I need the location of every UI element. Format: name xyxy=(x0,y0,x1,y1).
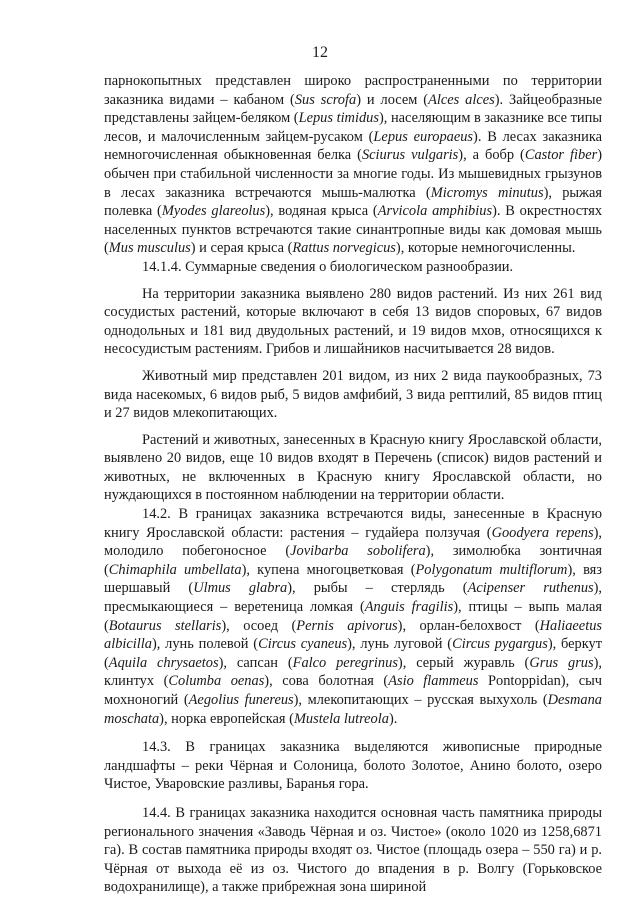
paragraph-mammals: парнокопытных представлен широко распространенными по территории заказника видами – кабаном (Sus scrofa) и лосем (Alces alces). Зайцеобразные представлены зайцем-беляком (Lepus timidus), населяющим в заказнике все типы лесов, и малочисленным зайцем-русаком (Lepus europaeus). В лесах заказника немногочисленная обыкновенная белка (Sciurus vulgaris), а бобр (Castor fiber) обычен при стабильной численности за многие годы. Из мышевидных грызунов в лесах заказника встречаются мышь-малютка (Micromys minutus), рыжая полевка (Myodes glareolus), водяная крыса (Arvicola amphibius). В окрестностях населенных пунктов встречаются такие синантропные виды как домовая мышь (Mus musculus) и серая крыса (Rattus norvegicus), которые немногочисленны. xyxy=(104,73,603,257)
page-number: 12 xyxy=(312,44,328,61)
paragraph-plants: На территории заказника выявлено 280 видов растений. Из них 261 вид сосудистых растений, которые включают в себя 13 видов споровых, 67 видов однодольных и 181 вид двудольных растений, и 19 видов мхов, относящихся к несосудистым растениям. Грибов и лишайников насчитывается 28 видов. xyxy=(104,285,602,358)
paragraph-red-book-count: Растений и животных, занесенных в Красную книгу Ярославской области, выявлено 20 видов, еще 10 видов входят в Перечень (список) видов растений и животных, не включенных в Красную книгу Ярославской области, но нуждающихся в постоянном наблюдении на территории области. xyxy=(104,431,602,504)
paragraph-14-4: 14.4. В границах заказника находится основная часть памятника природы регионального значения «Заводь Чёрная и оз. Чистое» (около 1020 из 1258,6871 га). В состав памятника природы входят оз. Чистое (площадь озера – 550 га) и р. Чёрная от выхода её из оз. Чистого до впадения в р. Волгу (Горьковское водохранилище), а также прибрежная зона шириной xyxy=(104,804,602,896)
paragraph-animals: Животный мир представлен 201 видом, из них 2 вида паукообразных, 73 вида насекомых, 6 видов рыб, 5 видов амфибий, 3 вида рептилий, 85 видов птиц и 27 видов млекопитающих. xyxy=(104,367,602,422)
paragraph-14-2: 14.2. В границах заказника встречаются виды, занесенные в Красную книгу Ярославской области: растения – гудайера ползучая (Goodyera repens), молодило побегоносное (Jovibarba sobolifera), зимолюбка зонтичная (Chimaphila umbellata), купена многоцветковая (Polygonatum multiflorum), вяз шершавый (Ulmus glabra), рыбы – стерлядь (Acipenser ruthenus), пресмыкающиеся – веретеница ломкая (Anguis fragilis), птицы – выпь малая (Botaurus stellaris), осоед (Pernis apivorus), орлан-белохвост (Haliaeetus albicilla), лунь полевой (Circus cyaneus), лунь луговой (Circus pygargus), беркут (Aquila chrysaetos), сапсан (Falco peregrinus), серый журавль (Grus grus), клинтух (Columba oenas), сова болотная (Asio flammeus Pontoppidan), сыч мохноногий (Aegolius funereus), млекопитающих – русская выхухоль (Desmana moschata), норка европейская (Mustela lutreola). xyxy=(104,506,603,727)
paragraph-14-3: 14.3. В границах заказника выделяются живописные природные ландшафты – реки Чёрная и Солоница, болото Золотое, Анино болото, озеро Чистое, Уваровские разливы, Баранья гора. xyxy=(104,739,602,793)
section-heading-14-1-4: 14.1.4. Суммарные сведения о биологическом разнообразии. xyxy=(142,258,514,275)
document-body xyxy=(104,72,602,897)
